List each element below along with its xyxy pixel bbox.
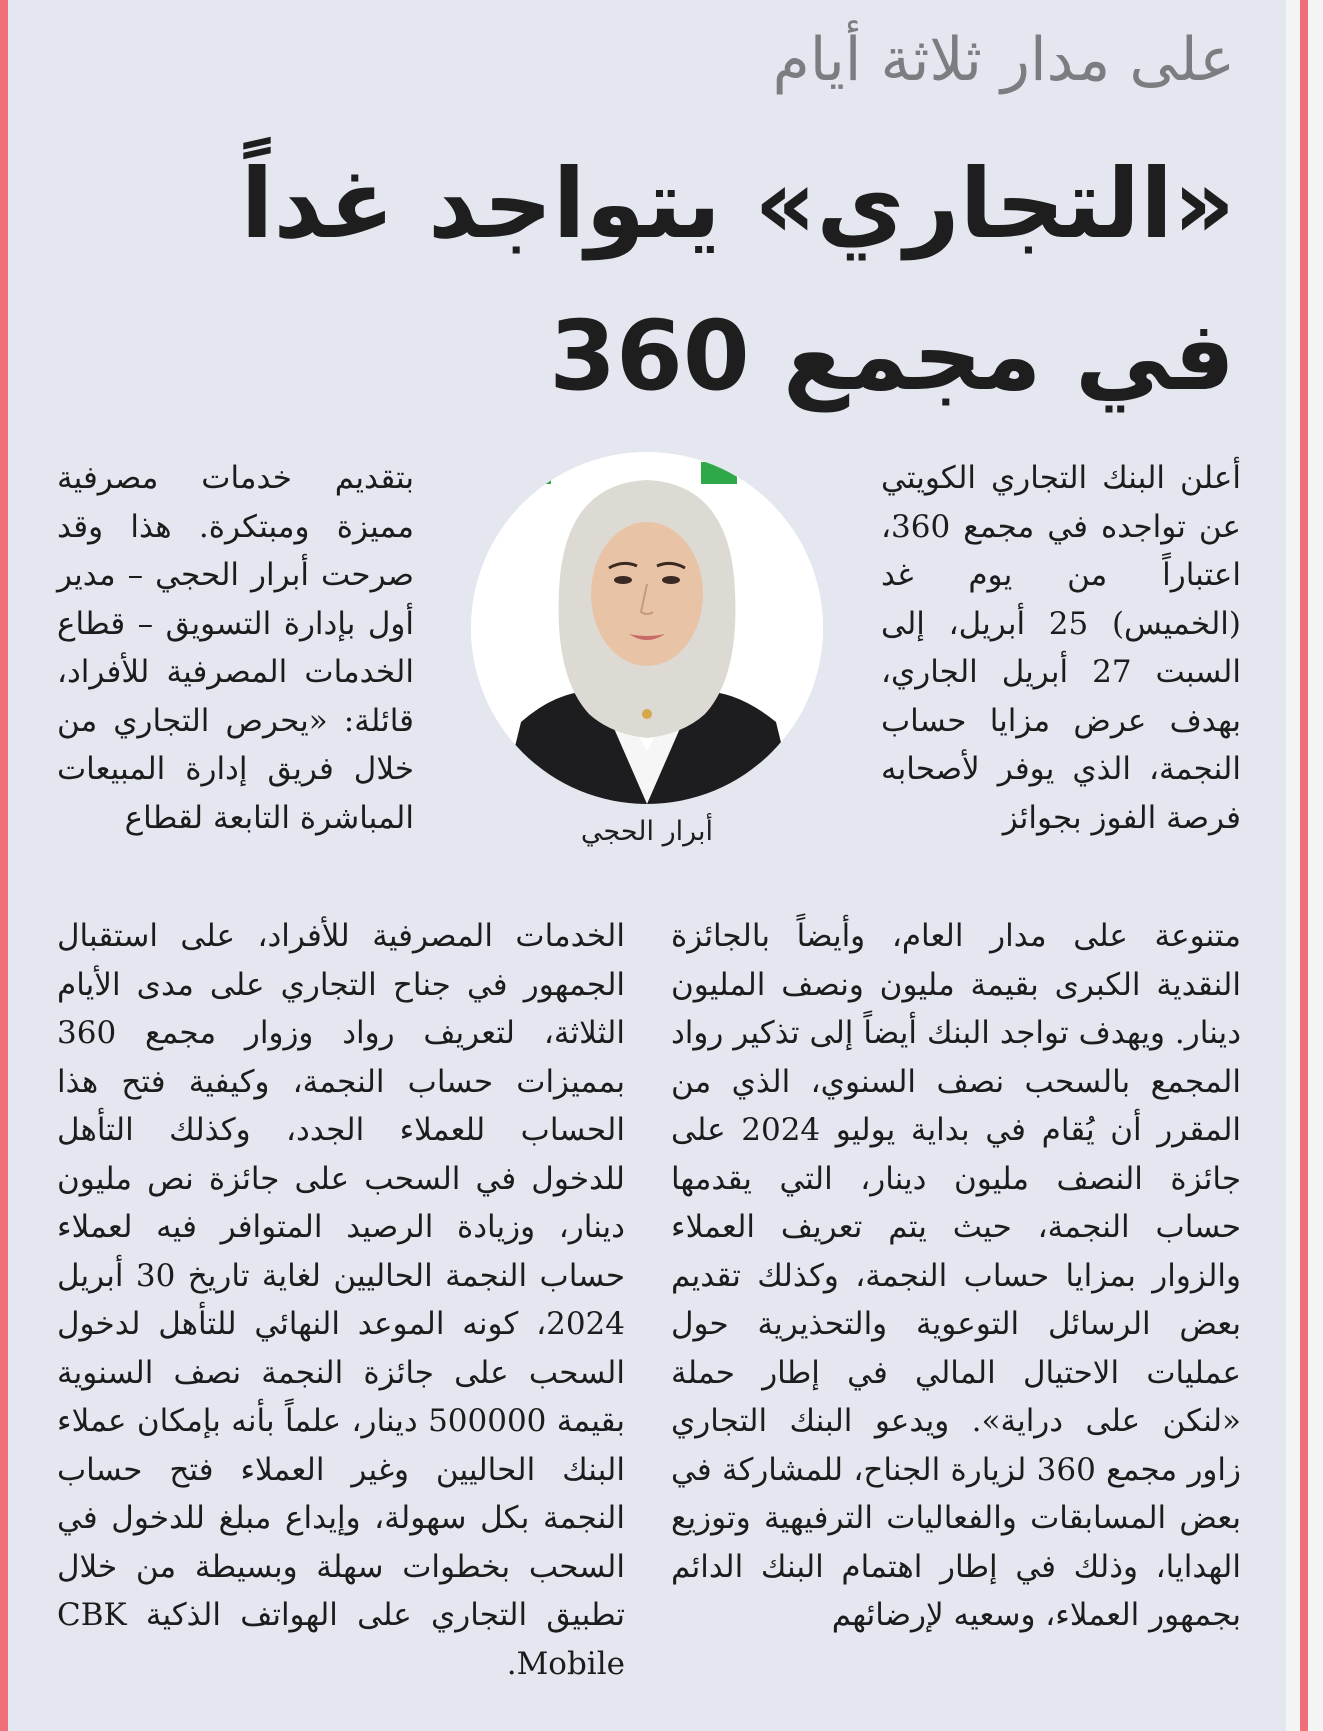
body-column-right-top [881,454,1241,842]
portrait-illustration [471,452,823,804]
paragraph: بتقديم خدمات مصرفية مميزة ومبتكرة. هذا وقد صرحت أبرار الحجي – مدير أول بإدارة التسويق – قطاع الخدمات المصرفية للأفراد، قائلة: «يحرص التجاري من خلال فريق إدارة المبيعات المباشرة التابعة لقطاع [57,460,414,836]
paragraph: الخدمات المصرفية للأفراد، على استقبال الجمهور في جناح التجاري على مدى الأيام الثلاثة، لتعريف رواد وزوار مجمع 360 بمميزات حساب النجمة، وكيفية فتح هذا الحساب للعملاء الجدد، وكذلك التأهل للدخول في السحب على جائزة نص مليون دينار، وزيادة الرصيد المتوافر فيه لعملاء حساب النجمة الحاليين لغاية تاريخ 30 أبريل 2024، كونه الموعد النهائي للتأهل لدخول السحب على جائزة النجمة نصف السنوية بقيمة 500000 دينار، علماً بأنه بإمكان عملاء البنك الحاليين وغير العملاء فتح حساب النجمة بكل سهولة، وإيداع مبلغ للدخول في السحب بخطوات سهلة وبسيطة من خلال تطبيق التجاري على الهواتف الذكية CBK Mobile. [57,918,625,1682]
photo-caption: أبرار الحجي [580,816,714,847]
right-border-stripe [1300,0,1308,1731]
body-column-left-bottom [57,912,625,1688]
paragraph: متنوعة على مدار العام، وأيضاً بالجائزة النقدية الكبرى بقيمة مليون ونصف المليون دينار. ويهدف تواجد البنك أيضاً إلى تذكير رواد المجمع بالسحب نصف السنوي، الذي من المقرر أن يُقام في بداية يوليو 2024 على جائزة النصف مليون دينار، التي يقدمها حساب النجمة، حيث يتم تعريف العملاء والزوار بمزايا حساب النجمة، وكذلك تقديم بعض الرسائل التوعوية والتحذيرية حول عمليات الاحتيال المالي في إطار حملة «لنكن على دراية». ويدعو البنك التجاري زاور مجمع 360 لزيارة الجناح، للمشاركة في بعض المسابقات والفعاليات الترفيهية وتوزيع الهدايا، وذلك في إطار اهتمام البنك الدائم بجمهور العملاء، وسعيه لإرضائهم [671,918,1241,1633]
left-border-stripe [0,0,8,1731]
body-column-left-top [57,454,414,842]
portrait-photo [471,452,823,804]
article-kicker: على مدار ثلاثة أيام [772,25,1235,95]
article-headline: «التجاري» يتواجد غداً في مجمع 360 [240,148,1235,412]
paragraph: أعلن البنك التجاري الكويتي عن تواجده في مجمع 360، اعتباراً من يوم غد (الخميس) 25 أبريل، إلى السبت 27 أبريل الجاري، بهدف عرض مزايا حساب النجمة، الذي يوفر لأصحابه فرصة الفوز بجوائز [881,460,1241,836]
body-column-right-bottom [671,912,1241,1640]
